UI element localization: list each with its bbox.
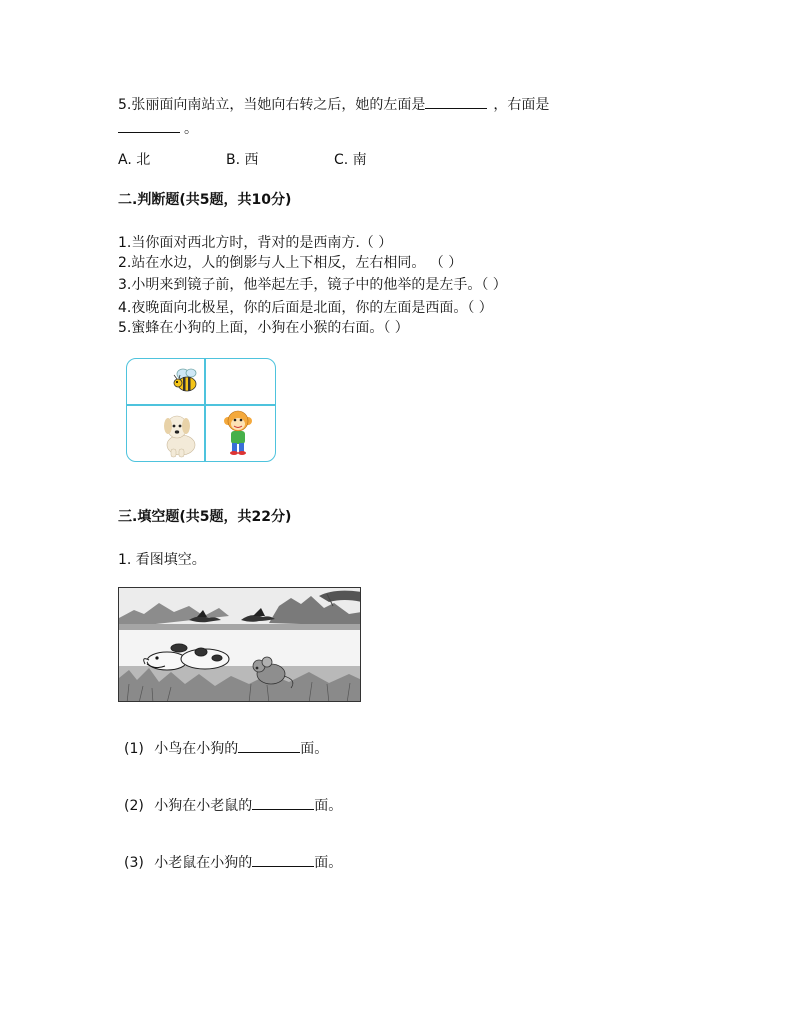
subq-3-text-after: 面。 [314, 855, 343, 871]
q5-option-b[interactable]: B. 西 [226, 152, 259, 168]
scene-picture [118, 587, 361, 702]
fill-subq-2 [124, 795, 342, 816]
judge-item-1: 1.当你面对西北方时，背对的是西南方.（ ） [118, 235, 393, 251]
subq-3-number: (3) [124, 855, 144, 871]
q5-question-line1 [118, 94, 549, 115]
grid-vertical-divider [204, 359, 206, 461]
subq-2-number: (2) [124, 798, 144, 814]
subq-3-blank[interactable] [252, 852, 314, 867]
q5-question-line2 [118, 118, 198, 139]
judge-item-5: 5.蜜蜂在小狗的上面，小狗在小猴的右面。（ ） [118, 320, 409, 336]
q5-option-a[interactable]: A. 北 [118, 152, 151, 168]
section3-heading: 三.填空题(共5题，共22分) [118, 509, 292, 525]
subq-2-text-after: 面。 [314, 798, 343, 814]
dog-icon [157, 407, 201, 459]
judge-item-4: 4.夜晚面向北极星，你的后面是北面，你的左面是西面。（ ） [118, 300, 493, 316]
subq-1-text-before: 小鸟在小狗的 [154, 741, 239, 757]
fill-q1-label: 1. 看图填空。 [118, 552, 206, 568]
fill-subq-3 [124, 852, 342, 873]
section2-heading: 二.判断题(共5题，共10分) [118, 192, 292, 208]
q5-option-c[interactable]: C. 南 [334, 152, 367, 168]
subq-3-text-before: 小老鼠在小狗的 [154, 855, 253, 871]
q5-text-end: 。 [184, 121, 198, 137]
q5-options [118, 150, 367, 170]
q5-blank-right[interactable] [118, 118, 180, 133]
scene-illustration [119, 588, 361, 702]
subq-2-text-before: 小狗在小老鼠的 [154, 798, 253, 814]
subq-1-blank[interactable] [238, 738, 300, 753]
judge-item-3: 3.小明来到镜子前，他举起左手，镜子中的他举的是左手。（ ） [118, 277, 507, 293]
monkey-icon [223, 409, 253, 459]
subq-1-number: (1) [124, 741, 144, 757]
grid-horizontal-divider [127, 404, 275, 406]
judge-item-2: 2.站在水边，人的倒影与人上下相反，左右相同。 （ ） [118, 255, 463, 271]
subq-2-blank[interactable] [252, 795, 314, 810]
fill-subq-1 [124, 738, 328, 759]
q5-blank-left[interactable] [425, 94, 487, 109]
animal-position-grid [126, 358, 276, 462]
q5-text-before: 5.张丽面向南站立，当她向右转之后，她的左面是 [118, 97, 426, 113]
subq-1-text-after: 面。 [300, 741, 329, 757]
q5-text-middle: ，右面是 [493, 97, 550, 113]
bee-icon [171, 365, 203, 397]
